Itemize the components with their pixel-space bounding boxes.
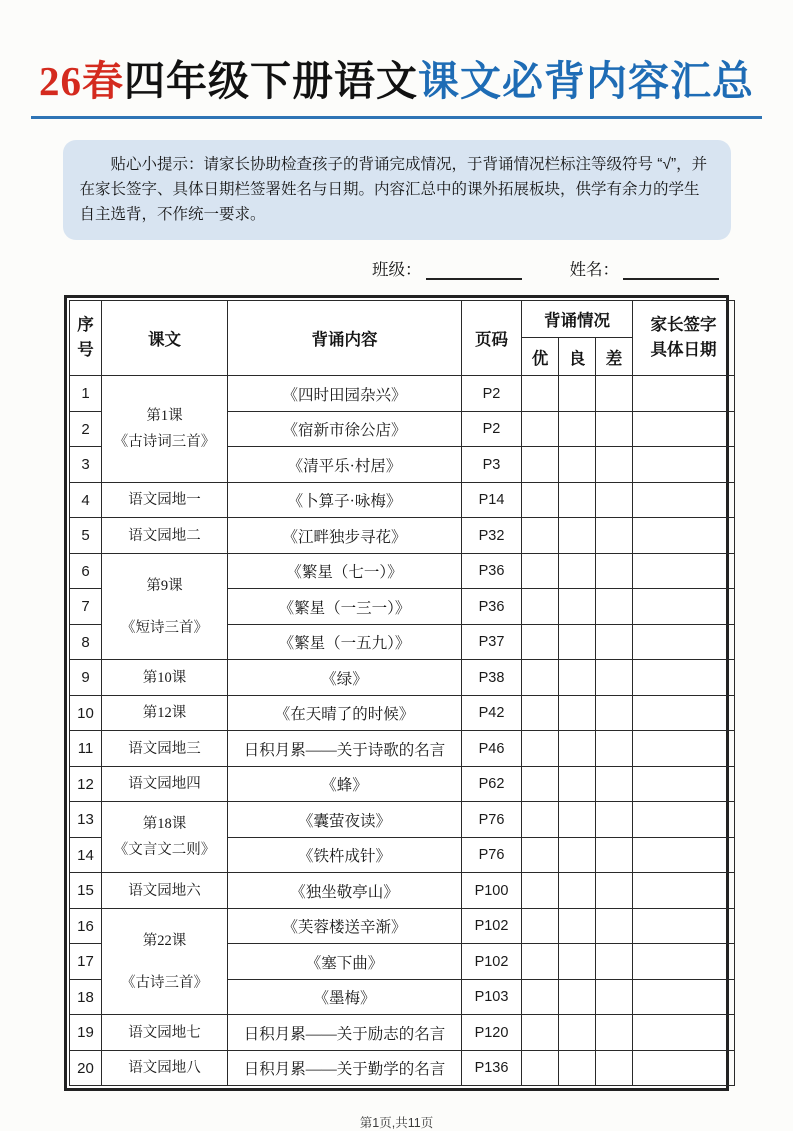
row-index: 4 bbox=[70, 482, 102, 518]
status-excellent-cell bbox=[522, 482, 559, 518]
table-row bbox=[70, 1015, 735, 1051]
status-poor-cell bbox=[596, 979, 633, 1015]
parent-sign-cell bbox=[633, 624, 735, 660]
table-row bbox=[70, 695, 735, 731]
parent-sign-cell bbox=[633, 908, 735, 944]
status-excellent-cell bbox=[522, 908, 559, 944]
page-number-cell: P76 bbox=[462, 802, 522, 838]
lesson-cell: 语文园地四 bbox=[102, 766, 228, 802]
status-good-cell bbox=[559, 553, 596, 589]
status-good-cell bbox=[559, 376, 596, 412]
page-number-cell: P3 bbox=[462, 447, 522, 483]
header-index: 序 号 bbox=[70, 301, 102, 376]
parent-sign-cell bbox=[633, 802, 735, 838]
row-index: 7 bbox=[70, 589, 102, 625]
page-footer bbox=[0, 1113, 793, 1131]
status-excellent-cell bbox=[522, 518, 559, 554]
parent-sign-cell bbox=[633, 553, 735, 589]
title-grade-black: 四年级下册语文 bbox=[124, 58, 418, 104]
summary-table bbox=[64, 295, 729, 1091]
status-excellent-cell bbox=[522, 1015, 559, 1051]
page-title bbox=[31, 48, 762, 119]
row-index: 19 bbox=[70, 1015, 102, 1051]
page-number-cell: P120 bbox=[462, 1015, 522, 1051]
row-index: 10 bbox=[70, 695, 102, 731]
status-good-cell bbox=[559, 766, 596, 802]
lesson-cell: 第18课 《文言文二则》 bbox=[102, 802, 228, 873]
title-subject-blue: 课文必背内容汇总 bbox=[418, 58, 754, 104]
page-number-cell: P76 bbox=[462, 837, 522, 873]
status-poor-cell bbox=[596, 553, 633, 589]
status-good-cell bbox=[559, 908, 596, 944]
status-excellent-cell bbox=[522, 624, 559, 660]
status-excellent-cell bbox=[522, 553, 559, 589]
status-good-cell bbox=[559, 1050, 596, 1086]
content-cell: 《卜算子·咏梅》 bbox=[228, 482, 462, 518]
status-excellent-cell bbox=[522, 802, 559, 838]
status-excellent-cell bbox=[522, 1050, 559, 1086]
content-cell: 《繁星（一三一）》 bbox=[228, 589, 462, 625]
parent-sign-cell bbox=[633, 873, 735, 909]
status-good-cell bbox=[559, 660, 596, 696]
header-page: 页码 bbox=[462, 301, 522, 376]
class-blank-line bbox=[426, 262, 522, 280]
row-index: 8 bbox=[70, 624, 102, 660]
status-good-cell bbox=[559, 731, 596, 767]
page-number-cell: P42 bbox=[462, 695, 522, 731]
parent-sign-cell bbox=[633, 1015, 735, 1051]
status-excellent-cell bbox=[522, 695, 559, 731]
status-poor-cell bbox=[596, 447, 633, 483]
page-number-cell: P102 bbox=[462, 908, 522, 944]
row-index: 3 bbox=[70, 447, 102, 483]
table-row bbox=[70, 908, 735, 944]
row-index: 12 bbox=[70, 766, 102, 802]
status-good-cell bbox=[559, 482, 596, 518]
row-index: 5 bbox=[70, 518, 102, 554]
page-number-cell: P2 bbox=[462, 411, 522, 447]
status-good-cell bbox=[559, 837, 596, 873]
status-excellent-cell bbox=[522, 411, 559, 447]
lesson-cell: 第9课 《短诗三首》 bbox=[102, 553, 228, 660]
status-good-cell bbox=[559, 979, 596, 1015]
status-poor-cell bbox=[596, 766, 633, 802]
lesson-cell: 语文园地一 bbox=[102, 482, 228, 518]
title-edition-red: 26春 bbox=[39, 58, 124, 104]
table-header bbox=[70, 301, 735, 376]
page-number-cell: P100 bbox=[462, 873, 522, 909]
status-poor-cell bbox=[596, 695, 633, 731]
content-cell: 《芙蓉楼送辛渐》 bbox=[228, 908, 462, 944]
table-row bbox=[70, 660, 735, 696]
row-index: 14 bbox=[70, 837, 102, 873]
parent-sign-cell bbox=[633, 944, 735, 980]
status-excellent-cell bbox=[522, 979, 559, 1015]
lesson-cell: 语文园地八 bbox=[102, 1050, 228, 1086]
table-body bbox=[70, 376, 735, 1086]
row-index: 6 bbox=[70, 553, 102, 589]
status-poor-cell bbox=[596, 873, 633, 909]
class-name-line bbox=[0, 256, 793, 280]
page-number-cell: P36 bbox=[462, 589, 522, 625]
status-excellent-cell bbox=[522, 660, 559, 696]
content-cell: 日积月累——关于励志的名言 bbox=[228, 1015, 462, 1051]
table-row bbox=[70, 518, 735, 554]
table-row bbox=[70, 766, 735, 802]
header-content: 背诵内容 bbox=[228, 301, 462, 376]
header-parent-sign: 家长签字 具体日期 bbox=[633, 301, 735, 376]
content-cell: 《繁星（七一）》 bbox=[228, 553, 462, 589]
content-cell: 《江畔独步寻花》 bbox=[228, 518, 462, 554]
row-index: 15 bbox=[70, 873, 102, 909]
content-cell: 《四时田园杂兴》 bbox=[228, 376, 462, 412]
lesson-cell: 第12课 bbox=[102, 695, 228, 731]
status-excellent-cell bbox=[522, 873, 559, 909]
table-row bbox=[70, 482, 735, 518]
header-status-good: 良 bbox=[559, 338, 596, 376]
lesson-cell: 语文园地三 bbox=[102, 731, 228, 767]
parent-sign-cell bbox=[633, 766, 735, 802]
lesson-cell: 第1课 《古诗词三首》 bbox=[102, 376, 228, 483]
header-status: 背诵情况 bbox=[522, 301, 633, 338]
parent-sign-cell bbox=[633, 376, 735, 412]
tip-text: 贴心小提示：请家长协助检查孩子的背诵完成情况，于背诵情况栏标注等级符号 “√”，并在家长签字、具体日期栏签署姓名与日期。内容汇总中的课外拓展板块，供学有余力的学生自主选背，不作统一要求。 bbox=[79, 156, 708, 224]
status-poor-cell bbox=[596, 1015, 633, 1051]
content-cell: 《囊萤夜读》 bbox=[228, 802, 462, 838]
page-number-cell: P2 bbox=[462, 376, 522, 412]
lesson-cell: 第10课 bbox=[102, 660, 228, 696]
parent-sign-cell bbox=[633, 518, 735, 554]
class-label: 班级： bbox=[372, 261, 422, 280]
row-index: 18 bbox=[70, 979, 102, 1015]
page-number-cell: P102 bbox=[462, 944, 522, 980]
status-poor-cell bbox=[596, 411, 633, 447]
content-cell: 《蜂》 bbox=[228, 766, 462, 802]
parent-sign-cell bbox=[633, 660, 735, 696]
lesson-cell: 语文园地二 bbox=[102, 518, 228, 554]
lesson-cell: 第22课 《古诗三首》 bbox=[102, 908, 228, 1015]
page-number-cell: P32 bbox=[462, 518, 522, 554]
parent-sign-cell bbox=[633, 411, 735, 447]
page-number-cell: P38 bbox=[462, 660, 522, 696]
status-good-cell bbox=[559, 873, 596, 909]
header-status-poor: 差 bbox=[596, 338, 633, 376]
content-cell: 《铁杵成针》 bbox=[228, 837, 462, 873]
status-poor-cell bbox=[596, 1050, 633, 1086]
parent-sign-cell bbox=[633, 837, 735, 873]
status-good-cell bbox=[559, 1015, 596, 1051]
table-row bbox=[70, 731, 735, 767]
page-number-cell: P103 bbox=[462, 979, 522, 1015]
status-good-cell bbox=[559, 518, 596, 554]
status-good-cell bbox=[559, 695, 596, 731]
parent-sign-cell bbox=[633, 589, 735, 625]
table-row bbox=[70, 376, 735, 412]
content-cell: 《宿新市徐公店》 bbox=[228, 411, 462, 447]
row-index: 17 bbox=[70, 944, 102, 980]
row-index: 2 bbox=[70, 411, 102, 447]
status-poor-cell bbox=[596, 660, 633, 696]
name-blank-line bbox=[623, 262, 719, 280]
status-poor-cell bbox=[596, 837, 633, 873]
page-indicator: 第1页,共11页 bbox=[359, 1116, 434, 1131]
status-good-cell bbox=[559, 624, 596, 660]
row-index: 9 bbox=[70, 660, 102, 696]
status-excellent-cell bbox=[522, 589, 559, 625]
status-poor-cell bbox=[596, 802, 633, 838]
lesson-cell: 语文园地六 bbox=[102, 873, 228, 909]
content-cell: 《清平乐·村居》 bbox=[228, 447, 462, 483]
content-cell: 《独坐敬亭山》 bbox=[228, 873, 462, 909]
content-cell: 日积月累——关于勤学的名言 bbox=[228, 1050, 462, 1086]
status-poor-cell bbox=[596, 944, 633, 980]
status-good-cell bbox=[559, 411, 596, 447]
content-cell: 《繁星（一五九）》 bbox=[228, 624, 462, 660]
content-cell: 《墨梅》 bbox=[228, 979, 462, 1015]
status-good-cell bbox=[559, 447, 596, 483]
name-label: 姓名： bbox=[569, 261, 619, 280]
page-number-cell: P46 bbox=[462, 731, 522, 767]
row-index: 20 bbox=[70, 1050, 102, 1086]
status-poor-cell bbox=[596, 624, 633, 660]
status-poor-cell bbox=[596, 589, 633, 625]
table-row bbox=[70, 873, 735, 909]
table-row bbox=[70, 1050, 735, 1086]
parent-sign-cell bbox=[633, 1050, 735, 1086]
row-index: 13 bbox=[70, 802, 102, 838]
status-excellent-cell bbox=[522, 766, 559, 802]
class-field bbox=[372, 256, 522, 280]
content-cell: 日积月累——关于诗歌的名言 bbox=[228, 731, 462, 767]
status-poor-cell bbox=[596, 908, 633, 944]
parent-sign-cell bbox=[633, 695, 735, 731]
table-row bbox=[70, 553, 735, 589]
lesson-cell: 语文园地七 bbox=[102, 1015, 228, 1051]
page-number-cell: P62 bbox=[462, 766, 522, 802]
status-good-cell bbox=[559, 944, 596, 980]
status-good-cell bbox=[559, 589, 596, 625]
table-row bbox=[70, 802, 735, 838]
row-index: 16 bbox=[70, 908, 102, 944]
tip-box bbox=[63, 140, 731, 240]
parent-sign-cell bbox=[633, 447, 735, 483]
content-cell: 《在天晴了的时候》 bbox=[228, 695, 462, 731]
header-status-excellent: 优 bbox=[522, 338, 559, 376]
name-field bbox=[570, 256, 720, 280]
status-poor-cell bbox=[596, 482, 633, 518]
row-index: 11 bbox=[70, 731, 102, 767]
row-index: 1 bbox=[70, 376, 102, 412]
status-excellent-cell bbox=[522, 837, 559, 873]
content-cell: 《绿》 bbox=[228, 660, 462, 696]
parent-sign-cell bbox=[633, 731, 735, 767]
status-excellent-cell bbox=[522, 944, 559, 980]
status-poor-cell bbox=[596, 518, 633, 554]
status-excellent-cell bbox=[522, 447, 559, 483]
parent-sign-cell bbox=[633, 482, 735, 518]
status-poor-cell bbox=[596, 731, 633, 767]
page-number-cell: P36 bbox=[462, 553, 522, 589]
page-number-cell: P14 bbox=[462, 482, 522, 518]
status-excellent-cell bbox=[522, 376, 559, 412]
status-good-cell bbox=[559, 802, 596, 838]
parent-sign-cell bbox=[633, 979, 735, 1015]
page-number-cell: P136 bbox=[462, 1050, 522, 1086]
page-number-cell: P37 bbox=[462, 624, 522, 660]
content-cell: 《塞下曲》 bbox=[228, 944, 462, 980]
header-lesson: 课文 bbox=[102, 301, 228, 376]
status-excellent-cell bbox=[522, 731, 559, 767]
status-poor-cell bbox=[596, 376, 633, 412]
